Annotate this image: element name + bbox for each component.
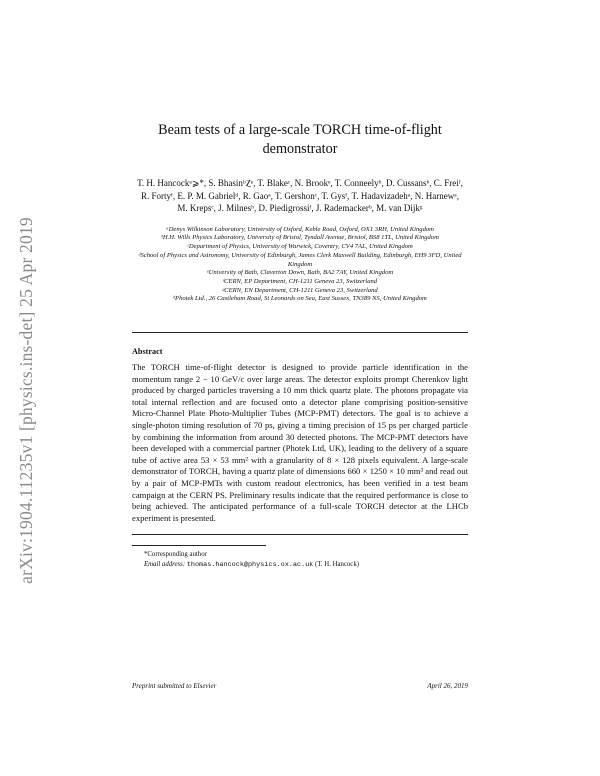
affiliation-bath: ᵉUniversity of Bath, Claverton Down, Bath, BA2 7AY, United Kingdom [206,269,394,277]
abstract-bottom-rule [132,534,468,535]
author-list: T. H. Hancockᵃ⩾*, S. BhasinᵇⲌᵉ, T. Blakeᶜ, N. Brookᵉ, T. Conneelyʰ, D. Cussansᵇ, C. Freiᶠ, R. Fortyᶠ, E. P. M. Gabrielᵈ, R. Gaoᵃ, T. Gershonᶜ, T. Gysᶠ, T. Hadavizadehᵃ, N. Harnewᵃ, M. Krepsᶜ, J. Milnesʰ, D. Piedigrossiᶠ, J. Rademackerᵇ, M. van Dijkᵍ [137,178,463,214]
affiliation-warwick: ᶜDepartment of Physics, University of Warwick, Coventry, CV4 7AL, United Kingdom [187,243,413,251]
title-line-1: Beam tests of a large-scale TORCH time-of-flight [158,122,442,138]
paper-page [132,0,468,571]
footnote-rule [132,545,266,546]
footnotes [132,550,468,570]
affiliation-oxford: ᵃDenys Wilkinson Laboratory, University of Oxford, Keble Road, Oxford, OX1 3RH, United Kingdom [166,225,434,233]
page-footer [132,682,468,690]
arxiv-id: arXiv:1904.11235v1 [physics.ins-det] 25 Apr 2019 [15,216,36,584]
footnote-corresponding: *Corresponding author [144,551,207,559]
affiliation-cern-en: ᵍCERN, EN Department, CH-1211 Geneva 23, Switzerland [222,286,378,294]
footnote-email[interactable]: thomas.hancock@physics.ox.ac.uk [186,561,314,570]
arxiv-stamp [6,200,46,600]
footer-preprint: Preprint submitted to Elsevier [132,682,217,690]
abstract-text: The TORCH time-of-flight detector is designed to provide particle identification in the momentum range 2 − 10 GeV/c over large areas. The detector exploits prompt Cherenkov light produced by charged particles traversing a 10 mm thick quartz plate. The photons propagate via total internal reflection and are focused onto a detector plane comprising position-sensitive Micro-Channel Plate Photo-Multiplier Tubes (MCP-PMT) detectors. The goal is to achieve a single-photon timing resolution of 70 ps, giving a timing precision of 15 ps per charged particle by combining the information from around 30 detected photons. The MCP-PMT detectors have been developed with a commercial partner (Photek Ltd, UK), leading to the delivery of a square tube of active area 53 × 53 mm² with a granularity of 8 × 128 pixels equivalent. A large-scale demonstrator of TORCH, having a quartz plate of dimensions 660 × 1250 × 10 mm³ and read out by a pair of MCP-PMTs with custom readout electronics, has been verified in a test beam campaign at the CERN PS. Preliminary results indicate that the required performance is close to being achieved. The anticipated performance of a full-scale TORCH detector at the LHCb experiment is presented. [132,362,468,523]
affiliation-list [132,226,468,304]
title-line-2: demonstrator [262,141,338,157]
footnote-email-label: Email address: [144,561,186,569]
footer-date: April 26, 2019 [427,682,468,690]
paper-title [132,121,468,159]
abstract-heading: Abstract [132,347,163,357]
footnote-email-name: (T. H. Hancock) [314,561,359,569]
footnote-email-line [144,560,468,571]
affiliation-photek: ʰPhotek Ltd., 26 Castleham Road, St Leonards on Sea, East Sussex, TN389 NS, United Kingdom [173,295,427,303]
affiliation-edinburgh: ᵈSchool of Physics and Astronomy, University of Edinburgh, James Clerk Maxwell Building, Edinburgh, EH9 3FD, United Kingdom [138,251,462,268]
abstract-top-rule [132,332,468,333]
affiliation-cern-ep: ᶠCERN, EP Department, CH-1211 Geneva 23, Switzerland [222,278,378,285]
affiliation-bristol: ᵇH.H. Wills Physics Laboratory, University of Bristol, Tyndall Avenue, Bristol, BS8 1TL, United Kingdom [161,234,439,242]
